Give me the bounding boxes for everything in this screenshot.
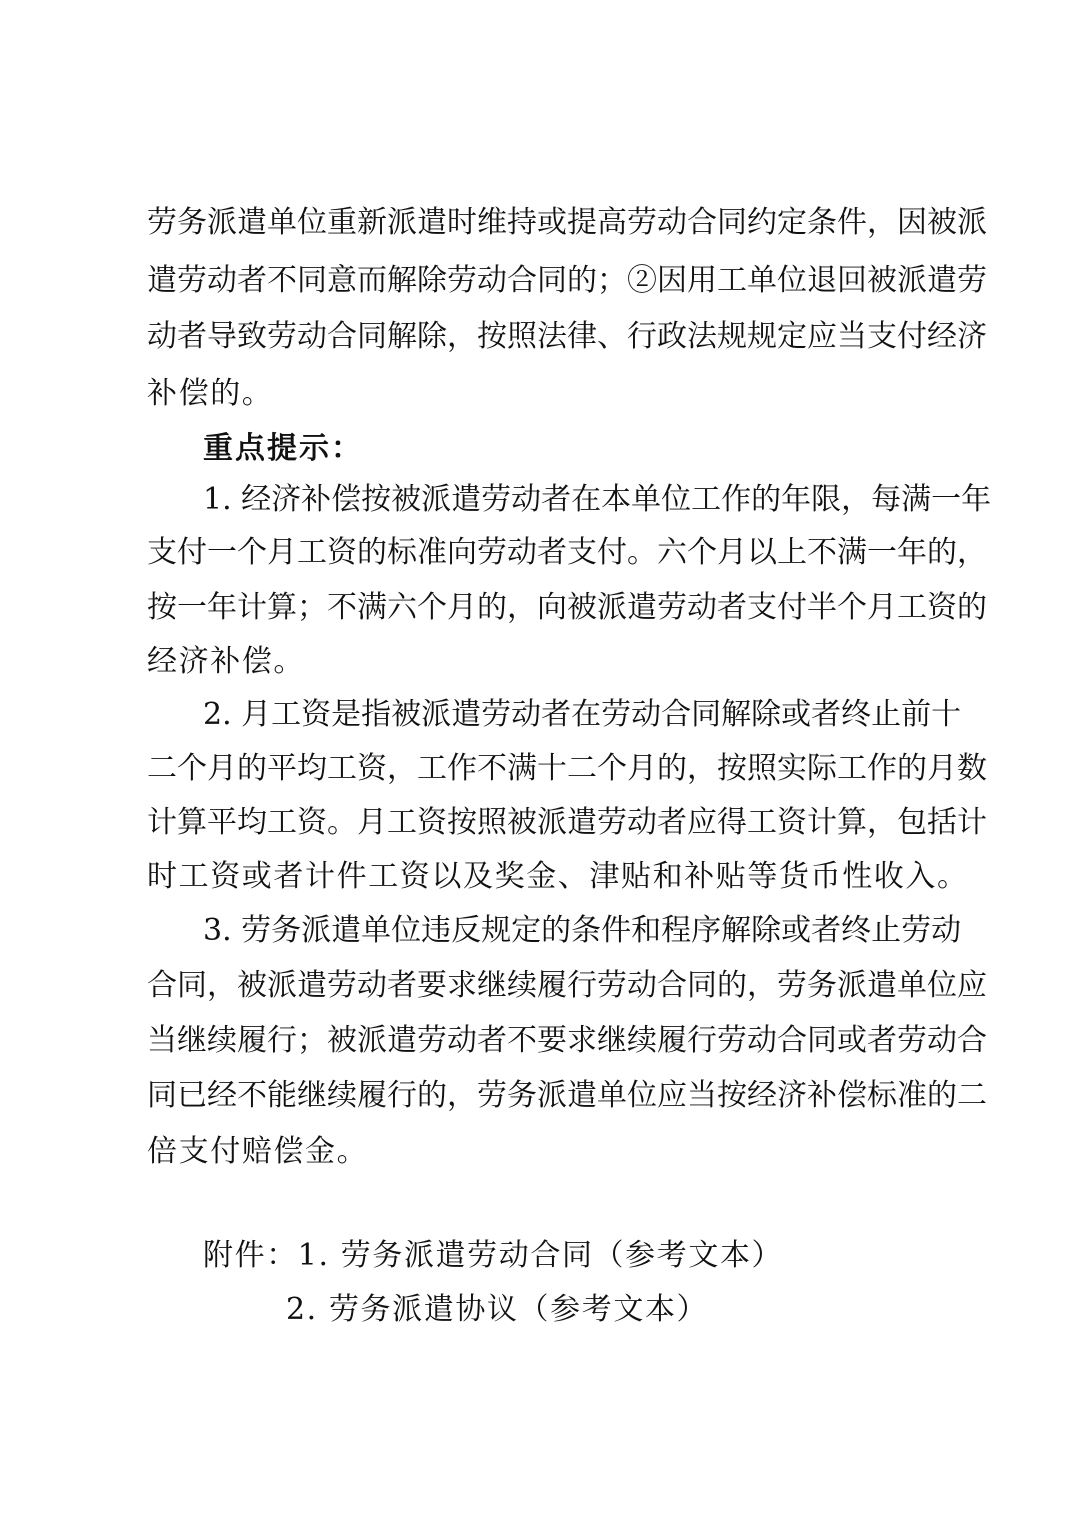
text-line: 合同，被派遣劳动者要求继续履行劳动合同的，劳务派遣单位应 xyxy=(147,968,987,1003)
text-line: 动者导致劳动合同解除，按照法律、行政法规规定应当支付经济 xyxy=(147,319,987,354)
attachment-item-2: 2. 劳务派遣协议（参考文本） xyxy=(286,1292,709,1327)
text-line: 遣劳动者不同意而解除劳动合同的；②因用工单位退回被派遣劳 xyxy=(147,263,987,298)
text-line: 2. 月工资是指被派遣劳动者在劳动合同解除或者终止前十 xyxy=(203,697,962,732)
text-line: 当继续履行；被派遣劳动者不要求继续履行劳动合同或者劳动合 xyxy=(147,1023,987,1058)
section-heading: 重点提示： xyxy=(203,431,363,466)
text-line: 1. 经济补偿按被派遣劳动者在本单位工作的年限，每满一年 xyxy=(203,482,992,517)
text-line: 3. 劳务派遣单位违反规定的条件和程序解除或者终止劳动 xyxy=(203,913,962,948)
text-line: 支付一个月工资的标准向劳动者支付。六个月以上不满一年的， xyxy=(147,535,987,570)
text-line: 时工资或者计件工资以及奖金、津贴和补贴等货币性收入。 xyxy=(147,859,969,894)
text-line: 计算平均工资。月工资按照被派遣劳动者应得工资计算，包括计 xyxy=(147,805,987,840)
text-line: 经济补偿。 xyxy=(147,644,305,679)
text-line: 二个月的平均工资，工作不满十二个月的，按照实际工作的月数 xyxy=(147,751,987,786)
attachment-item-1: 附件：1. 劳务派遣劳动合同（参考文本） xyxy=(203,1238,784,1273)
text-line: 劳务派遣单位重新派遣时维持或提高劳动合同约定条件，因被派 xyxy=(147,205,987,240)
text-line: 倍支付赔偿金。 xyxy=(147,1134,369,1169)
text-line: 同已经不能继续履行的，劳务派遣单位应当按经济补偿标准的二 xyxy=(147,1078,987,1113)
text-line: 按一年计算；不满六个月的，向被派遣劳动者支付半个月工资的 xyxy=(147,590,987,625)
text-line: 补偿的。 xyxy=(147,376,274,411)
